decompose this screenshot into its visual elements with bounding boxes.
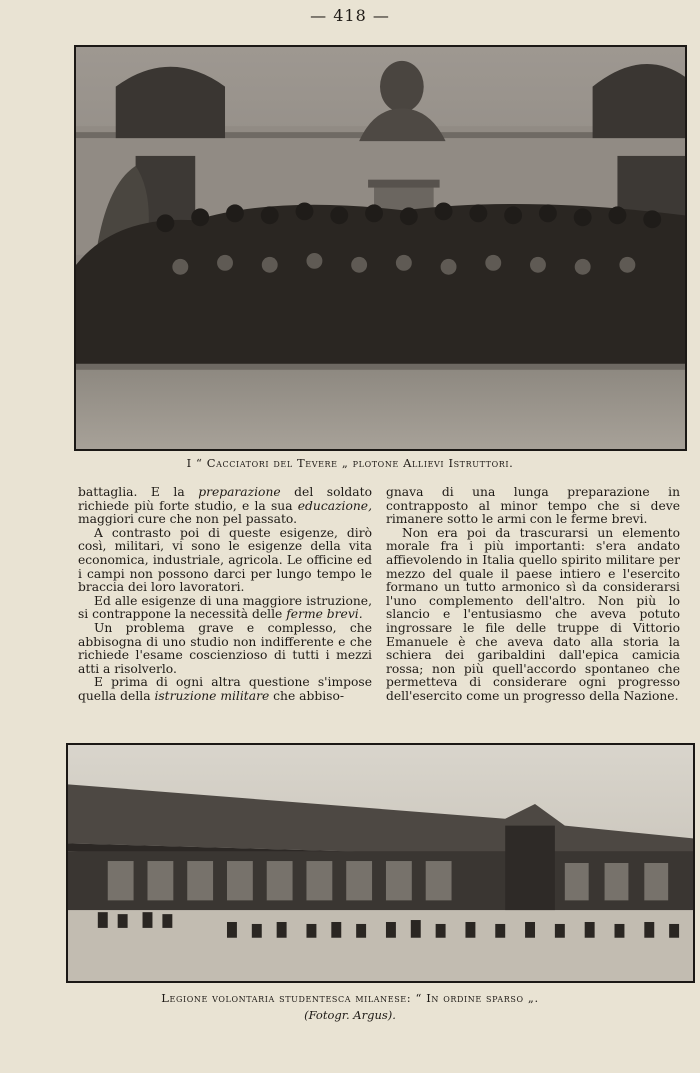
paragraph: E prima di ogni altra questione s'impose quella della istruzione militare che abbiso- xyxy=(78,675,372,703)
text-column-right xyxy=(386,486,680,704)
italic-term: preparazione xyxy=(198,485,281,499)
italic-term: educazione, xyxy=(297,498,372,513)
photo-legione-studentesca xyxy=(66,743,695,983)
paragraph: gnava di una lunga preparazione in contrapposto al minor tempo che si deve rimanere sotto le armi con le ferme brevi. xyxy=(386,485,680,527)
paragraph: Non era poi da trascurarsi un elemento morale fra i più importanti: s'era andato affievolendo in Italia quello spirito militare per mezzo del quale il paese intiero e l'esercito formano un tutto armonico sì da considerarsi l'uno complemento dell'altro. Non più lo slancio e l'entusiasmo che aveva potuto ingrossare le file delle truppe di Vittorio Emanuele è che aveva dato alla storia la schiera dei garibaldini dall'epica camicia rossa; non più quell'accordo spontaneo che permetteva di considerare ogni progresso dell'esercito come un progresso della Nazione. xyxy=(386,525,680,703)
figure-caption-bottom: Legione volontaria studentesca milanese: “ In ordine sparso „. xyxy=(161,991,539,1005)
paragraph: Ed alle esigenze di una maggiore istruzione, si contrappone la necessità delle ferme brevi. xyxy=(78,593,372,622)
barracks-photo-illustration xyxy=(68,745,693,981)
page-number: — 418 — xyxy=(310,6,390,25)
group-photo-illustration xyxy=(76,47,685,449)
text-column-left xyxy=(78,486,372,704)
photo-cacciatori-del-tevere xyxy=(74,45,687,451)
paragraph: battaglia. E la preparazione del soldato richiede più forte studio, e la sua educazione, maggiori cure che non pel passato. xyxy=(78,485,372,527)
italic-term: ferme brevi. xyxy=(286,607,363,622)
photo-credit: (Fotogr. Argus). xyxy=(304,1008,396,1022)
paragraph: A contrasto poi di queste esigenze, dirò così, militari, vi sono le esigenze della vita economica, industriale, agricola. Le officine ed i campi non possono darci per lungo tempo le braccia dei loro lavoratori. xyxy=(78,525,372,595)
paragraph: Un problema grave e complesso, che abbisogna di uno studio non indifferente e che richiede l'esame coscienzioso di tutti i mezzi atti a risolverlo. xyxy=(78,620,372,676)
figure-caption-top: I “ Cacciatori del Tevere „ plotone Allievi Istruttori. xyxy=(186,456,514,470)
italic-term: istruzione militare xyxy=(154,688,270,703)
